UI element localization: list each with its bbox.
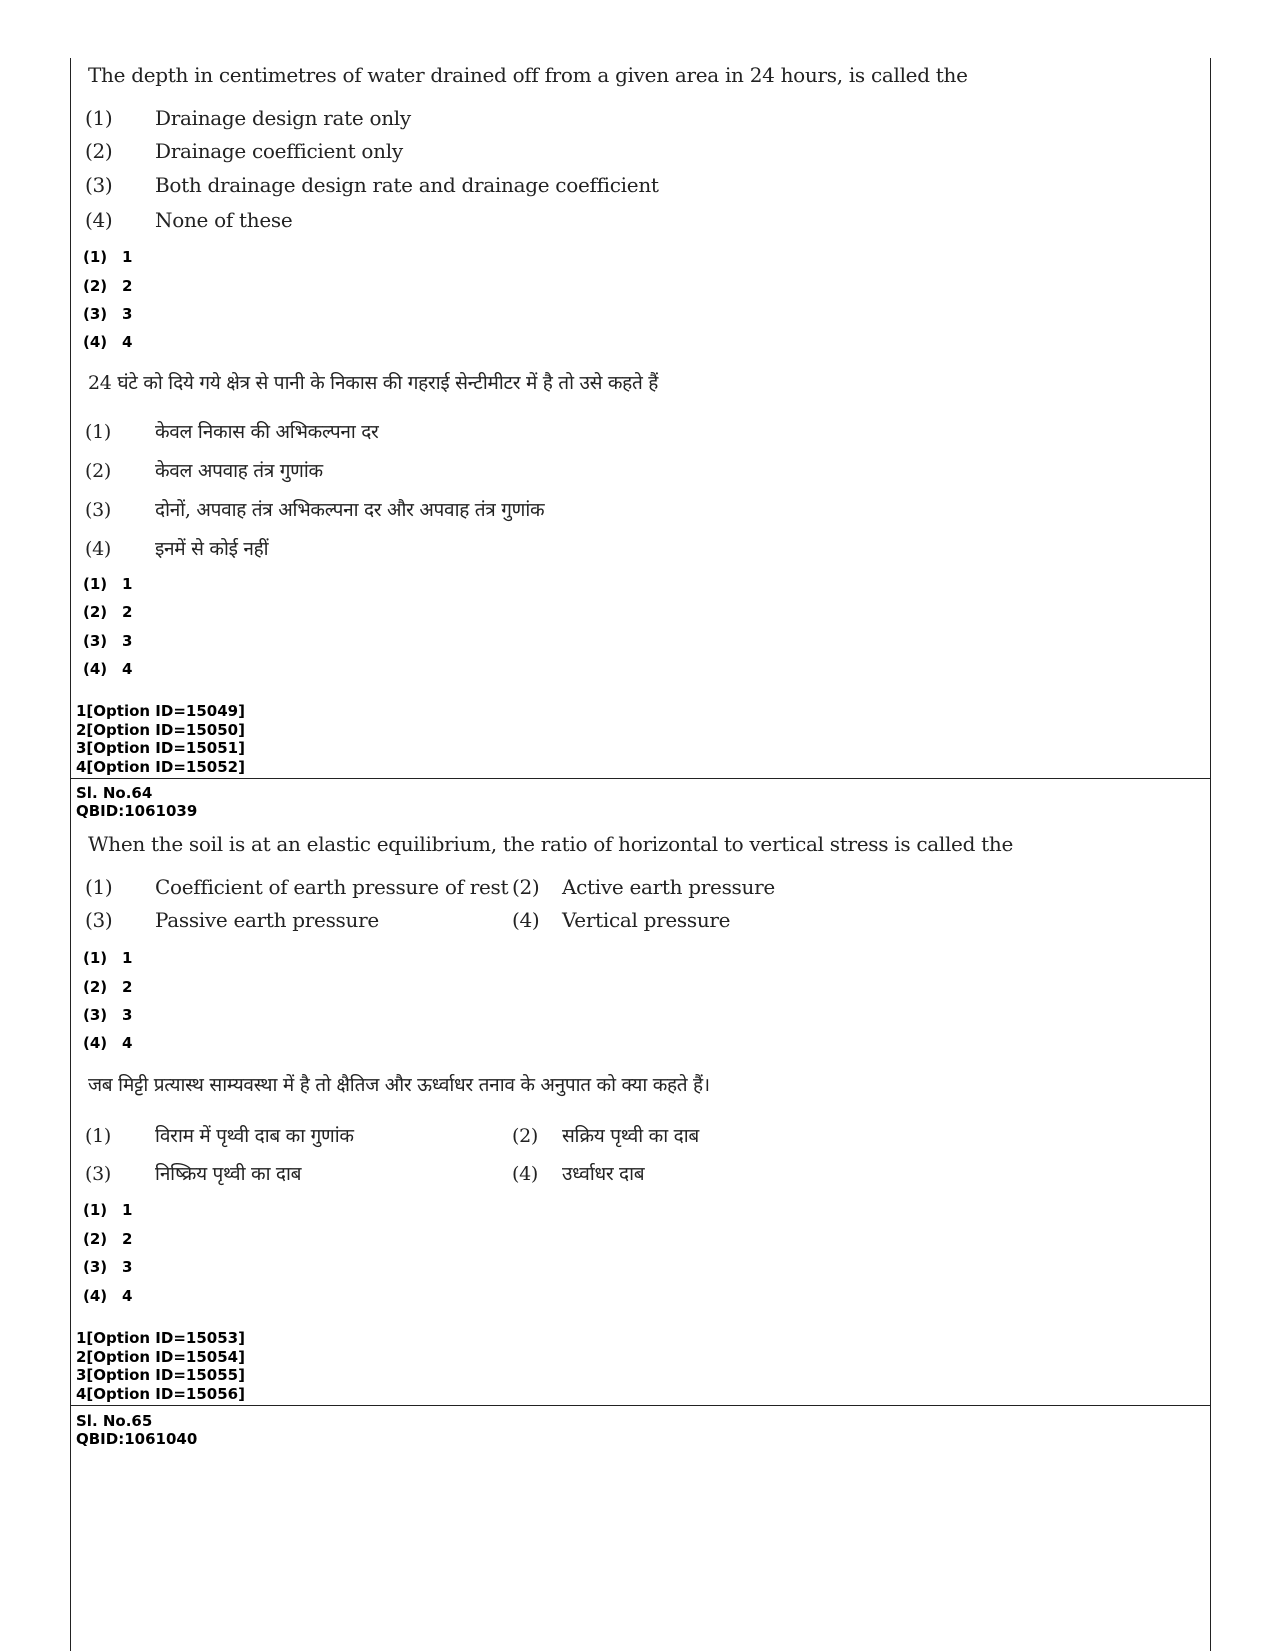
answer-value: 2	[122, 277, 133, 295]
answer-number: (4)	[83, 333, 108, 351]
option-text: Vertical pressure	[562, 908, 731, 932]
q63-option-ids	[76, 702, 245, 776]
option-text: केवल निकास की अभिकल्पना दर	[155, 421, 379, 443]
q64-hi-option-2	[512, 1122, 699, 1148]
answer-number: (2)	[83, 1230, 108, 1248]
answer-number: (4)	[83, 660, 108, 678]
option-text: Both drainage design rate and drainage coefficient	[155, 173, 659, 197]
q63-en-option-2	[85, 139, 403, 163]
q63-en-answer-4[interactable]	[83, 333, 132, 351]
q63-en-option-1	[85, 106, 411, 130]
q63-en-option-4	[85, 208, 292, 232]
option-text: सक्रिय पृथ्वी का दाब	[562, 1125, 699, 1147]
q63-hi-answer-2[interactable]	[83, 603, 132, 621]
option-text: Coefficient of earth pressure of rest	[155, 875, 509, 899]
answer-number: (3)	[83, 632, 108, 650]
left-border	[70, 58, 71, 1651]
option-number: (4)	[512, 908, 540, 932]
q63-question-en: The depth in centimetres of water drained off from a given area in 24 hours, is called the	[88, 63, 968, 87]
q64-hi-option-1	[85, 1122, 354, 1148]
answer-number: (2)	[83, 603, 108, 621]
q65-qbid: QBID:1061040	[76, 1430, 198, 1448]
q63-en-answer-1[interactable]	[83, 248, 132, 266]
q64-hi-answer-2[interactable]	[83, 1230, 132, 1248]
answer-value: 4	[122, 660, 133, 678]
option-text: विराम में पृथ्वी दाब का गुणांक	[155, 1125, 354, 1147]
option-number: (1)	[85, 106, 113, 130]
q65-sl-no: Sl. No.65	[76, 1412, 153, 1430]
option-number: (3)	[85, 499, 112, 521]
answer-value: 2	[122, 603, 133, 621]
q64-en-answer-4[interactable]	[83, 1034, 132, 1052]
option-id-3: 3[Option ID=15051]	[76, 739, 245, 757]
answer-value: 1	[122, 949, 133, 967]
option-number: (2)	[512, 1125, 539, 1147]
option-number: (4)	[85, 208, 113, 232]
option-number: (1)	[85, 421, 112, 443]
q64-hi-option-4	[512, 1160, 644, 1186]
q64-question-en: When the soil is at an elastic equilibrium, the ratio of horizontal to vertical stress is called the	[88, 832, 1014, 856]
option-text: Drainage design rate only	[155, 106, 411, 130]
q64-meta	[76, 784, 197, 820]
q64-hi-answer-3[interactable]	[83, 1258, 132, 1276]
option-number: (2)	[85, 139, 113, 163]
answer-value: 3	[122, 632, 133, 650]
q63-hi-answer-3[interactable]	[83, 632, 132, 650]
q63-en-answer-3[interactable]	[83, 305, 132, 323]
option-number: (2)	[512, 875, 540, 899]
option-id-2: 2[Option ID=15054]	[76, 1347, 245, 1366]
q63-question-hi: 24 घंटे को दिये गये क्षेत्र से पानी के निकास की गहराई सेन्टीमीटर में है तो उसे कहते हैं	[88, 372, 659, 394]
option-text: Passive earth pressure	[155, 908, 379, 932]
option-number: (4)	[512, 1163, 539, 1185]
q64-en-option-2	[512, 875, 775, 899]
answer-number: (1)	[83, 575, 108, 593]
option-text: Drainage coefficient only	[155, 139, 403, 163]
option-text: दोनों, अपवाह तंत्र अभिकल्पना दर और अपवाह तंत्र गुणांक	[155, 499, 545, 521]
answer-value: 1	[122, 575, 133, 593]
q64-hi-answer-1[interactable]	[83, 1201, 132, 1219]
answer-value: 2	[122, 978, 133, 996]
q64-en-option-3	[85, 908, 379, 932]
answer-number: (1)	[83, 1201, 108, 1219]
q64-option-ids	[76, 1329, 245, 1403]
option-text: उर्ध्वाधर दाब	[562, 1163, 645, 1185]
q63-hi-option-3	[85, 496, 544, 522]
q64-sl-no: Sl. No.64	[76, 784, 153, 802]
option-number: (3)	[85, 1163, 112, 1185]
option-id-2: 2[Option ID=15050]	[76, 720, 245, 739]
q63-hi-option-4	[85, 535, 268, 561]
answer-number: (4)	[83, 1034, 108, 1052]
option-text: इनमें से कोई नहीं	[155, 538, 269, 560]
answer-number: (4)	[83, 1287, 108, 1305]
q64-question-hi: जब मिट्टी प्रत्यास्थ साम्यवस्था में है तो क्षैतिज और ऊर्ध्वाधर तनाव के अनुपात को क्या कहते हैं।	[88, 1074, 710, 1096]
answer-number: (1)	[83, 248, 108, 266]
option-number: (4)	[85, 538, 112, 560]
option-id-4: 4[Option ID=15052]	[76, 757, 245, 776]
answer-value: 4	[122, 1034, 133, 1052]
q63-hi-option-1	[85, 418, 379, 444]
option-text: Active earth pressure	[562, 875, 775, 899]
option-number: (1)	[85, 1125, 112, 1147]
q63-hi-option-2	[85, 457, 323, 483]
option-number: (3)	[85, 908, 113, 932]
answer-value: 3	[122, 305, 133, 323]
answer-value: 3	[122, 1006, 133, 1024]
option-number: (2)	[85, 460, 112, 482]
q63-hi-answer-4[interactable]	[83, 660, 132, 678]
option-number: (3)	[85, 173, 113, 197]
q64-hi-option-3	[85, 1160, 301, 1186]
answer-number: (2)	[83, 277, 108, 295]
q64-en-answer-1[interactable]	[83, 949, 132, 967]
answer-value: 4	[122, 1287, 133, 1305]
answer-number: (1)	[83, 949, 108, 967]
answer-value: 2	[122, 1230, 133, 1248]
option-text: None of these	[155, 208, 293, 232]
answer-value: 1	[122, 248, 133, 266]
q64-hi-answer-4[interactable]	[83, 1287, 132, 1305]
q64-qbid: QBID:1061039	[76, 802, 198, 820]
section-divider	[70, 778, 1211, 779]
option-id-1: 1[Option ID=15049]	[76, 702, 245, 720]
answer-value: 3	[122, 1258, 133, 1276]
q63-en-option-3	[85, 173, 659, 197]
answer-number: (3)	[83, 1006, 108, 1024]
option-id-1: 1[Option ID=15053]	[76, 1329, 245, 1347]
q64-en-option-1	[85, 875, 508, 899]
answer-value: 1	[122, 1201, 133, 1219]
q63-hi-answer-1[interactable]	[83, 575, 132, 593]
q64-en-option-4	[512, 908, 730, 932]
answer-number: (3)	[83, 305, 108, 323]
right-border	[1210, 58, 1211, 1651]
q64-en-answer-3[interactable]	[83, 1006, 132, 1024]
q65-meta	[76, 1412, 197, 1448]
q63-en-answer-2[interactable]	[83, 277, 132, 295]
option-number: (1)	[85, 875, 113, 899]
answer-number: (3)	[83, 1258, 108, 1276]
option-id-4: 4[Option ID=15056]	[76, 1384, 245, 1403]
option-text: केवल अपवाह तंत्र गुणांक	[155, 460, 323, 482]
q64-en-answer-2[interactable]	[83, 978, 132, 996]
answer-value: 4	[122, 333, 133, 351]
option-text: निष्क्रिय पृथ्वी का दाब	[155, 1163, 302, 1185]
answer-number: (2)	[83, 978, 108, 996]
option-id-3: 3[Option ID=15055]	[76, 1366, 245, 1384]
section-divider	[70, 1405, 1211, 1406]
